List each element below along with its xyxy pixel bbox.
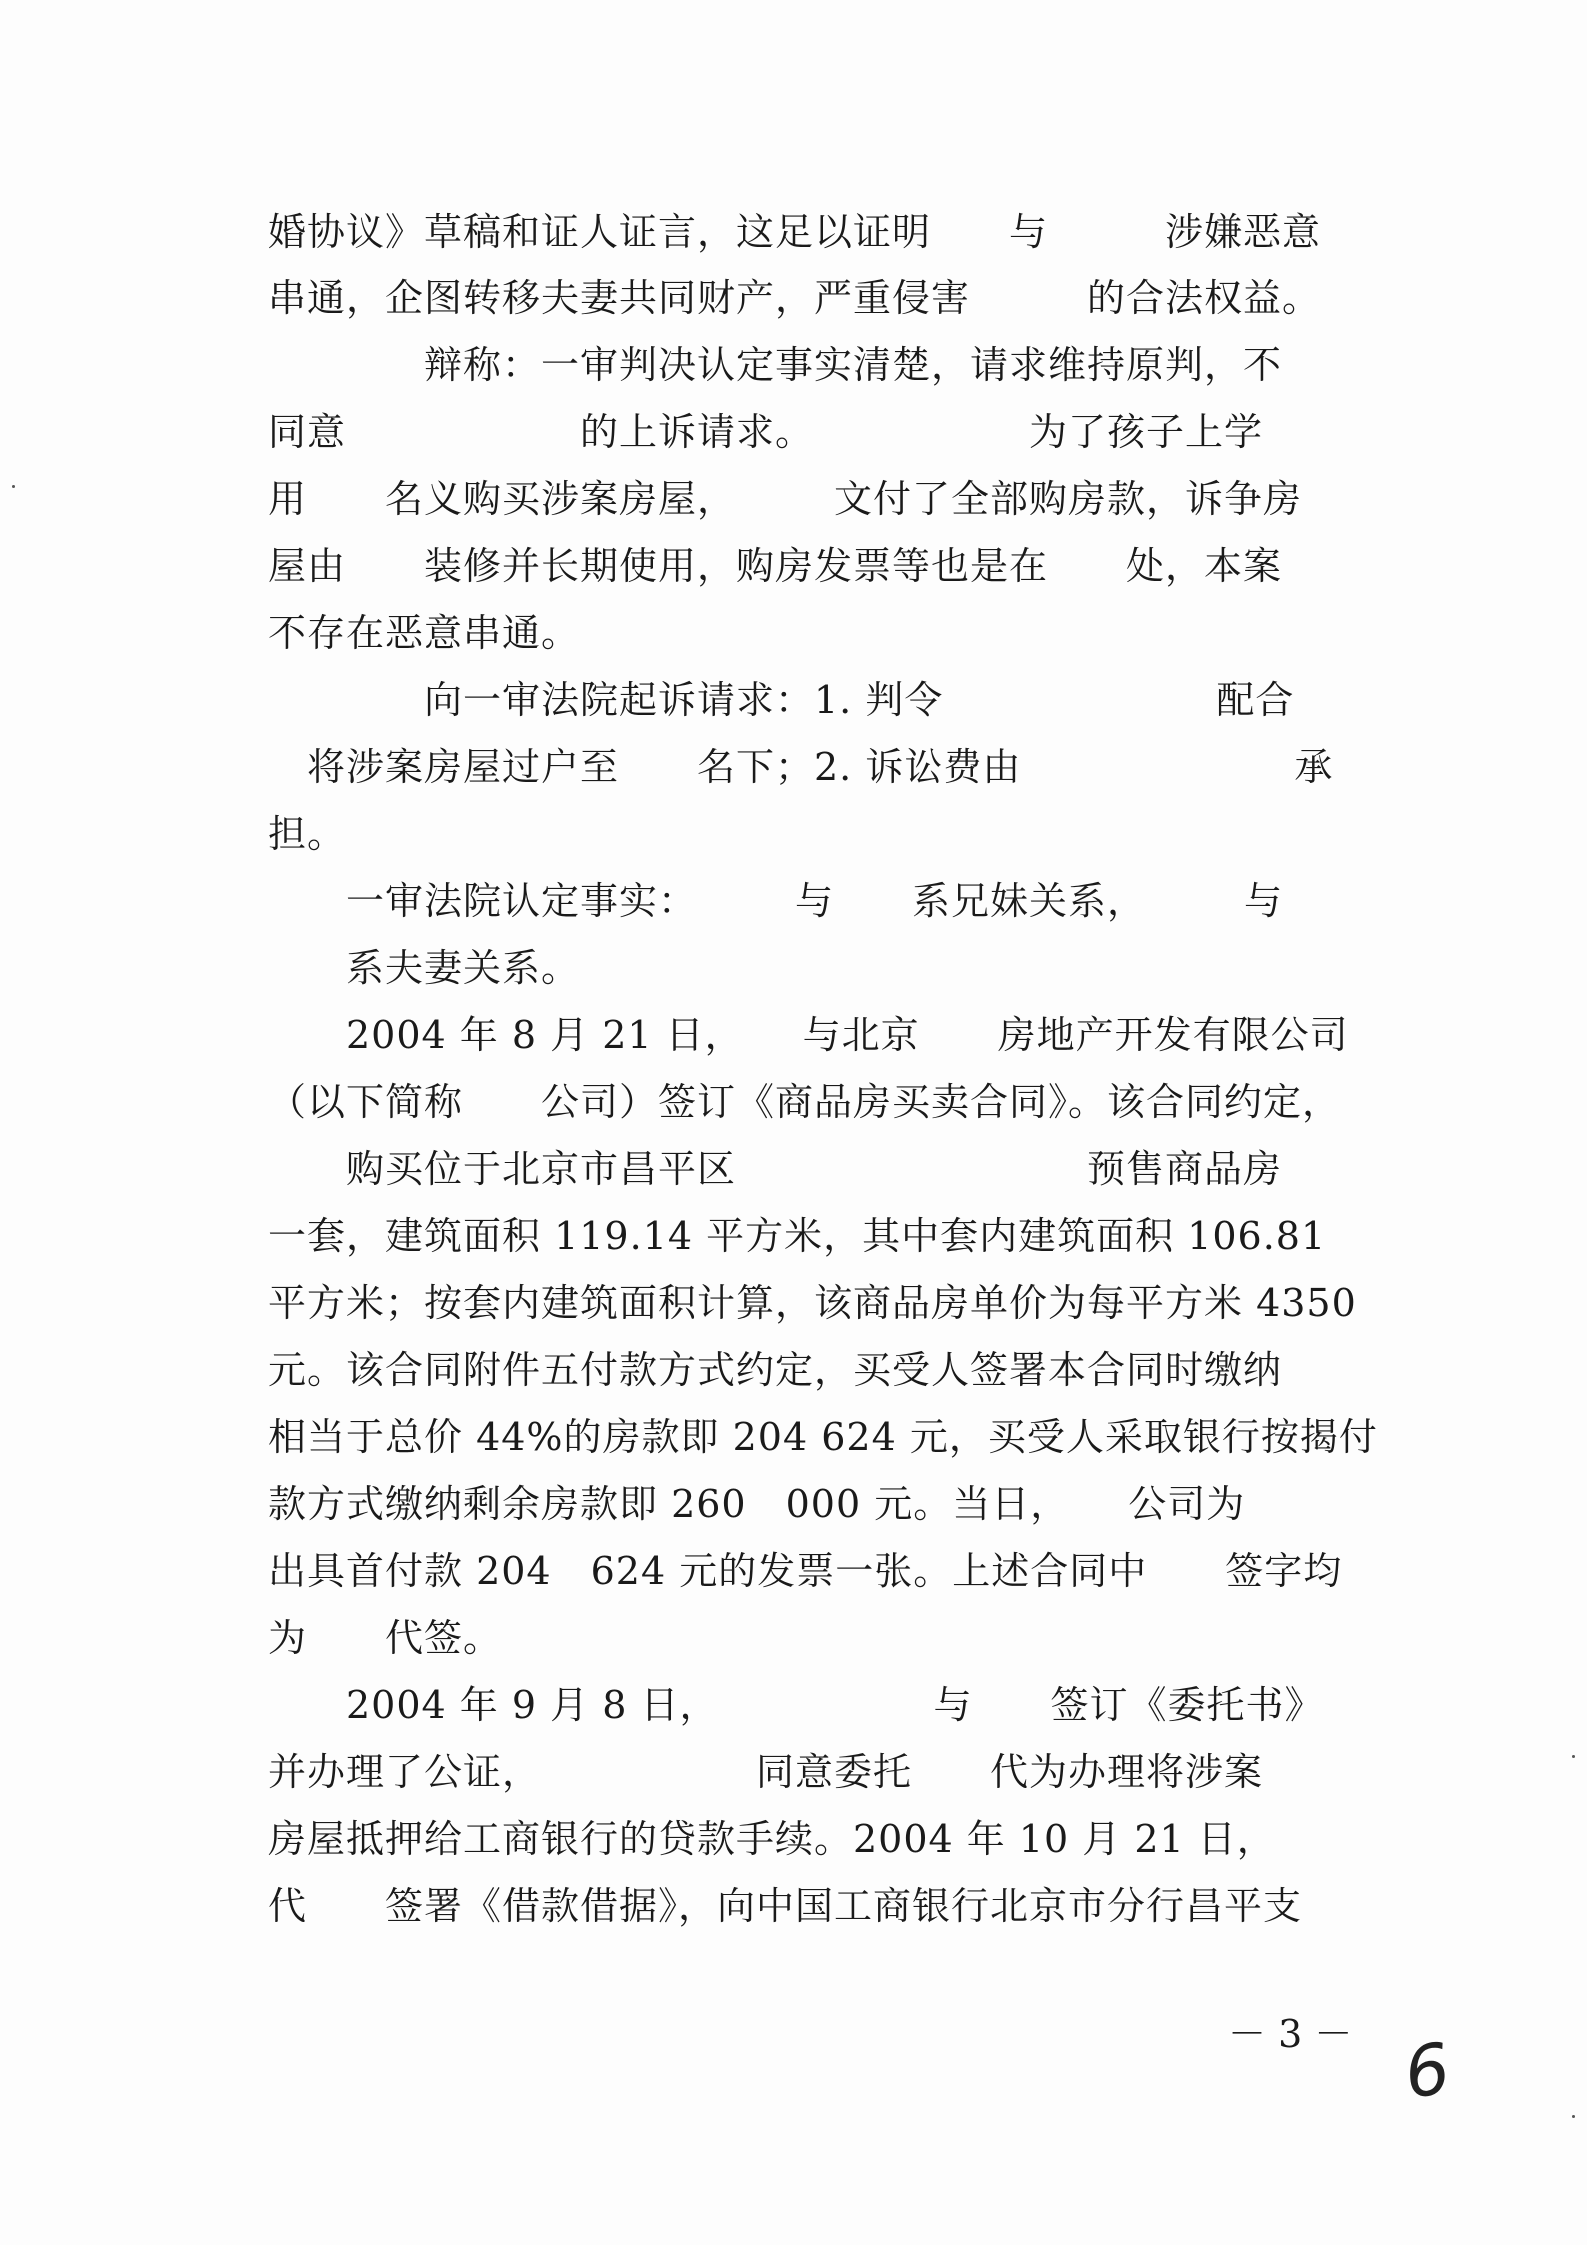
text-line-6: 屋由 装修并长期使用，购房发票等也是在 处，本案: [268, 544, 1283, 588]
text-line-5: 用 名义购买涉案房屋， 文付了全部购房款，诉争房: [268, 477, 1303, 521]
text-line-2: 串通，企图转移夫妻共同财产，严重侵害 的合法权益。: [268, 276, 1322, 320]
text-line-9: 将涉案房屋过户至 名下；2. 诉讼费由 承: [268, 745, 1334, 789]
text-line-8: 向一审法院起诉请求：1. 判令 配合: [268, 678, 1295, 722]
page-number: － 3 －: [1228, 2012, 1353, 2056]
scan-speck: [1572, 2115, 1575, 2118]
text-line-20: 款方式缴纳剩余房款即 260 000 元。当日， 公司为: [268, 1482, 1246, 1526]
text-line-21: 出具首付款 204 624 元的发票一张。上述合同中 签字均: [268, 1549, 1343, 1593]
text-line-24: 并办理了公证， 同意委托 代为办理将涉案: [268, 1750, 1264, 1794]
text-line-11: 一审法院认定事实： 与 系兄妹关系， 与: [268, 879, 1284, 923]
text-line-25: 房屋抵押给工商银行的贷款手续。2004 年 10 月 21 日，: [268, 1817, 1276, 1861]
text-line-14: （以下简称 公司）签订《商品房买卖合同》。该合同约定，: [268, 1080, 1342, 1124]
text-line-7: 不存在恶意串通。: [268, 611, 581, 655]
text-line-17: 平方米；按套内建筑面积计算，该商品房单价为每平方米 4350: [268, 1281, 1357, 1325]
text-line-26: 代 签署《借款借据》，向中国工商银行北京市分行昌平支: [268, 1884, 1303, 1928]
scan-speck: [12, 485, 15, 488]
text-line-16: 一套，建筑面积 119.14 平方米，其中套内建筑面积 106.81: [268, 1214, 1327, 1258]
text-line-22: 为 代签。: [268, 1616, 503, 1660]
text-line-18: 元。该合同附件五付款方式约定，买受人签署本合同时缴纳: [268, 1348, 1283, 1392]
scan-speck: [1572, 1755, 1575, 1758]
text-line-12: 系夫妻关系。: [268, 946, 581, 990]
text-line-15: 购买位于北京市昌平区 预售商品房: [268, 1147, 1283, 1191]
text-line-23: 2004 年 9 月 8 日， 与 签订《委托书》: [268, 1683, 1324, 1727]
text-line-10: 担。: [268, 812, 347, 856]
text-line-13: 2004 年 8 月 21 日， 与北京 房地产开发有限公司: [268, 1013, 1349, 1057]
text-line-3: 辩称：一审判决认定事实清楚，请求维持原判，不: [268, 343, 1283, 387]
text-line-1: 婚协议》草稿和证人证言，这足以证明 与 涉嫌恶意: [268, 210, 1322, 254]
text-line-19: 相当于总价 44%的房款即 204 624 元，买受人采取银行按揭付: [268, 1415, 1378, 1459]
handwritten-folio-number: 6: [1399, 2027, 1456, 2115]
text-line-4: 同意 的上诉请求。 为了孩子上学: [268, 410, 1264, 454]
